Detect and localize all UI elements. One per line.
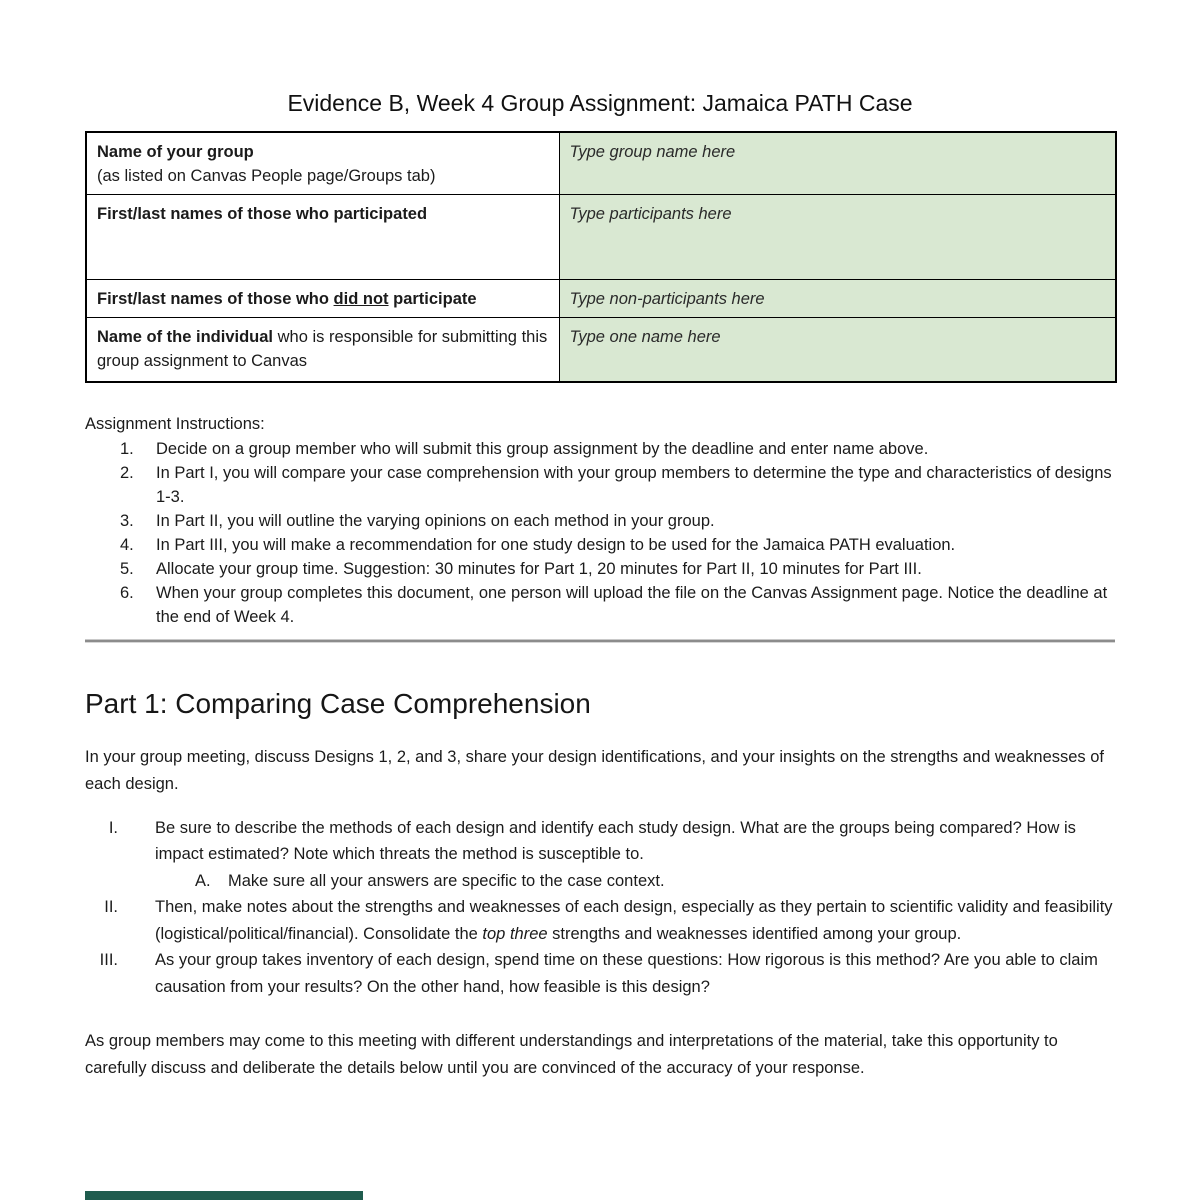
submitter-label: Name of the individual who is responsible for submitting this group assignment to Canvas xyxy=(86,318,559,382)
table-row-non-participants xyxy=(86,280,1116,318)
table-row-group-name xyxy=(86,132,1116,195)
non-participants-placeholder[interactable]: Type non-participants here xyxy=(569,290,765,308)
instruction-item: 4. In Part III, you will make a recommendation for one study design to be used for the Jamaica PATH evaluation. xyxy=(120,535,956,554)
part1-roman-list xyxy=(85,815,1115,1001)
group-name-label-bold: Name of your group xyxy=(97,143,254,161)
did-not-underlined: did not xyxy=(333,290,389,308)
instruction-item: 6. When your group completes this document, one person will upload the file on the Canvas Assignment page. Notice the deadline at the end of Week 4. xyxy=(120,583,1108,626)
table-row-participants xyxy=(86,195,1116,280)
participants-label: First/last names of those who participated xyxy=(86,195,559,280)
submitter-field[interactable] xyxy=(559,318,1116,382)
instruction-item: 2. In Part I, you will compare your case comprehension with your group members to determine the type and characteristics of designs 1-3. xyxy=(120,463,1112,506)
part1-intro-paragraph: In your group meeting, discuss Designs 1, 2, and 3, share your design identifications, and your insights on the strengths and weaknesses of each design. xyxy=(85,747,1105,793)
submitter-placeholder[interactable]: Type one name here xyxy=(569,328,721,346)
group-name-field[interactable] xyxy=(559,132,1116,195)
group-name-placeholder[interactable]: Type group name here xyxy=(569,143,736,161)
next-page-table-edge xyxy=(85,1191,363,1200)
roman-item-1: I. Be sure to describe the methods of each design and identify each study design. What are the groups being compared? How is impact estimated? Note which threats the method is susceptible to. A. Make sure all your answers are specific to the case context. xyxy=(85,815,1115,895)
non-participants-label: First/last names of those who did not participate xyxy=(86,280,559,318)
table-row-submitter xyxy=(86,318,1116,382)
top-three-italic: top three xyxy=(482,924,548,943)
group-info-table xyxy=(85,131,1117,383)
roman-item-2: II. Then, make notes about the strengths and weaknesses of each design, especially as they pertain to scientific validity and feasibility (logistical/political/financial). Consolidate the top three strengths and weaknesses identified among your group. xyxy=(104,898,1113,943)
participants-field[interactable] xyxy=(559,195,1116,280)
page-title: Evidence B, Week 4 Group Assignment: Jamaica PATH Case xyxy=(287,90,913,116)
instruction-item: 1. Decide on a group member who will submit this group assignment by the deadline and enter name above. xyxy=(120,439,929,458)
section-divider xyxy=(85,639,1115,643)
group-name-label-note: (as listed on Canvas People page/Groups tab) xyxy=(97,167,436,185)
closing-paragraph: As group members may come to this meeting with different understandings and interpretations of the material, take this opportunity to carefully discuss and deliberate the details below until you are convinced of the accuracy of your response. xyxy=(85,1032,1058,1077)
roman-item-3: III. As your group takes inventory of each design, spend time on these questions: How rigorous is this method? Are you able to claim causation from your results? On the other hand, how feasible is this design? xyxy=(99,951,1098,996)
non-participants-field[interactable] xyxy=(559,280,1116,318)
instruction-item: 3. In Part II, you will outline the varying opinions on each method in your group. xyxy=(120,511,715,530)
part1-heading: Part 1: Comparing Case Comprehension xyxy=(85,687,591,719)
sub-item-a: A. Make sure all your answers are specific to the case context. xyxy=(195,871,665,890)
participants-placeholder[interactable]: Type participants here xyxy=(569,205,732,223)
instruction-item: 5. Allocate your group time. Suggestion: 30 minutes for Part 1, 20 minutes for Part II, 10 minutes for Part III. xyxy=(120,559,922,578)
assignment-instructions-list xyxy=(85,437,1115,629)
group-name-label xyxy=(86,132,559,195)
assignment-instructions-heading: Assignment Instructions: xyxy=(85,414,265,433)
